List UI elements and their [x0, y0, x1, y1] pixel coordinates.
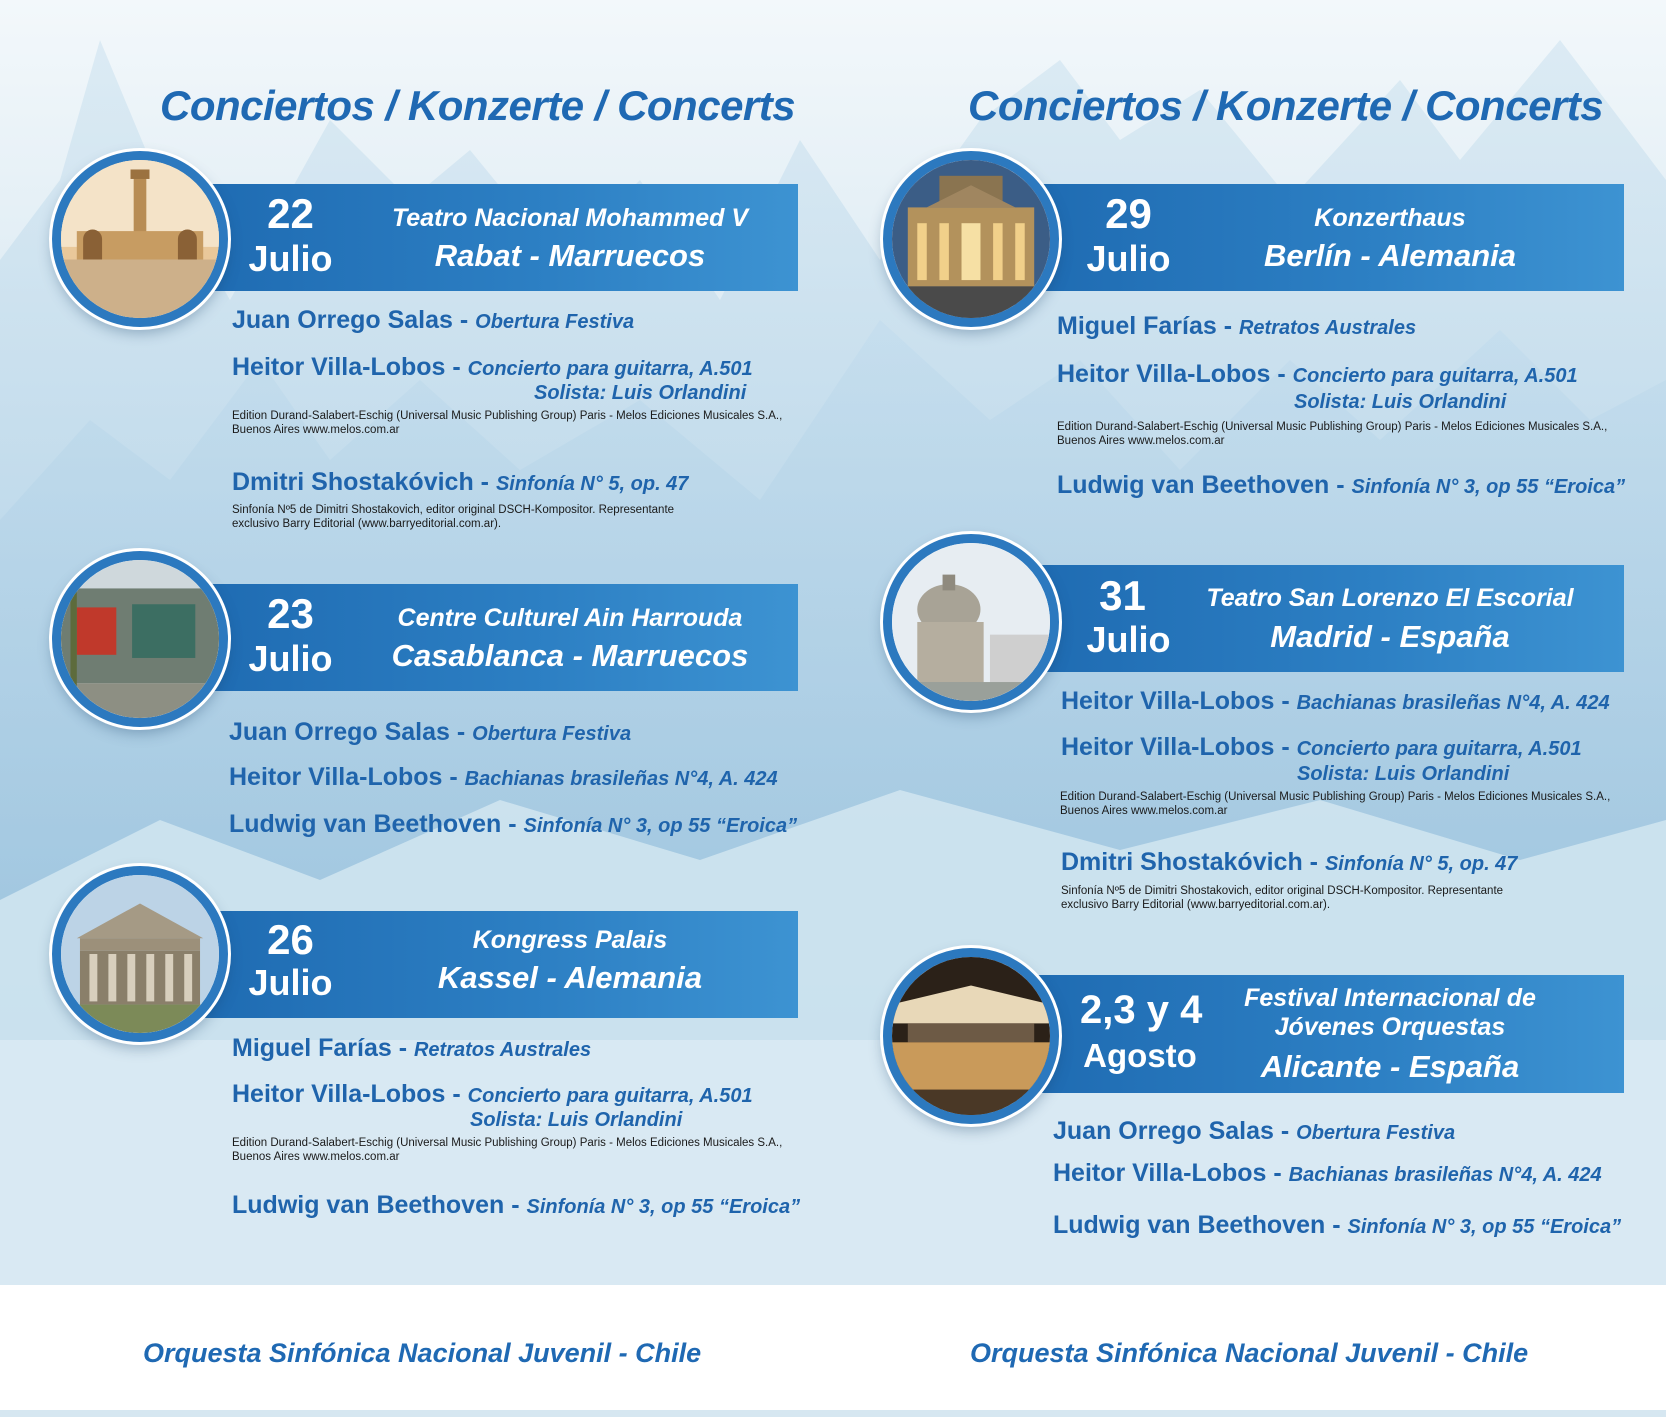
mosque-photo-icon — [61, 160, 219, 318]
composer-name: Heitor Villa-Lobos — [1061, 687, 1275, 715]
work-title: Sinfonía N° 3, op 55 “Eroica” — [1351, 476, 1626, 498]
composer-name: Heitor Villa-Lobos — [1057, 360, 1271, 388]
concert-day: 22 — [267, 190, 314, 237]
program-item: Heitor Villa-Lobos - Bachianas brasileñas N°4, A. 424 — [1061, 687, 1610, 715]
program-item: Heitor Villa-Lobos - Concierto para guitarra, A.501 — [232, 1080, 753, 1108]
work-title: Bachianas brasileñas N°4, A. 424 — [1288, 1164, 1602, 1186]
concert-venue-line2: Jóvenes Orquestas — [1274, 1013, 1506, 1041]
publisher-note: Sinfonía Nº5 de Dimitri Shostakovich, editor original DSCH-Kompositor. Representante exclusivo Barry Editorial (www.barryeditorial.com.ar). — [1061, 885, 1504, 911]
work-title: Sinfonía N° 3, op 55 “Eroica” — [523, 815, 798, 837]
auditorium-photo-icon — [892, 957, 1050, 1115]
program-item: Heitor Villa-Lobos - Concierto para guitarra, A.501 — [1061, 733, 1582, 761]
program-item: Dmitri Shostakóvich - Sinfonía N° 5, op. 47 — [232, 468, 689, 496]
concert-venue: Teatro San Lorenzo El Escorial — [1206, 584, 1574, 612]
program-item: Heitor Villa-Lobos - Concierto para guitarra, A.501 — [1057, 360, 1578, 388]
program-item: Juan Orrego Salas - Obertura Festiva — [1053, 1117, 1456, 1145]
program-item: Dmitri Shostakóvich - Sinfonía N° 5, op. 47 — [1061, 848, 1518, 876]
concert-day: 29 — [1105, 190, 1152, 237]
publisher-note: Edition Durand-Salabert-Eschig (Universal Music Publishing Group) Paris - Melos Ediciones Musicales S.A., Buenos Aires www.melos.com.ar — [1057, 421, 1608, 447]
publisher-note: Edition Durand-Salabert-Eschig (Universal Music Publishing Group) Paris - Melos Ediciones Musicales S.A., Buenos Aires www.melos.com.ar — [232, 1137, 783, 1163]
composer-name: Juan Orrego Salas — [229, 718, 450, 746]
left-footer-title: Orquesta Sinfónica Nacional Juvenil - Chile — [143, 1338, 702, 1368]
program-item: Juan Orrego Salas - Obertura Festiva — [232, 306, 635, 334]
program-item: Heitor Villa-Lobos - Bachianas brasileñas N°4, A. 424 — [229, 763, 778, 791]
concert-city: Madrid - España — [1270, 619, 1510, 654]
soloist: Solista: Luis Orlandini — [534, 382, 747, 404]
publisher-note: Edition Durand-Salabert-Eschig (Universal Music Publishing Group) Paris - Melos Ediciones Musicales S.A., Buenos Aires www.melos.com.ar — [1060, 791, 1611, 817]
work-title: Bachianas brasileñas N°4, A. 424 — [464, 768, 778, 790]
composer-name: Ludwig van Beethoven — [232, 1191, 505, 1219]
program-item: Heitor Villa-Lobos - Concierto para guitarra, A.501 — [232, 353, 753, 381]
program-item: Juan Orrego Salas - Obertura Festiva — [229, 718, 632, 746]
konzerthaus-photo-icon — [892, 160, 1050, 318]
work-title: Sinfonía N° 3, op 55 “Eroica” — [1347, 1216, 1622, 1238]
venue-photo — [52, 151, 228, 327]
composer-name: Juan Orrego Salas — [1053, 1117, 1274, 1145]
concert-month: Agosto — [1083, 1037, 1197, 1074]
venue-photo — [883, 534, 1059, 710]
work-title: Concierto para guitarra, A.501 — [467, 358, 753, 380]
soloist: Solista: Luis Orlandini — [470, 1109, 683, 1131]
soloist: Solista: Luis Orlandini — [1294, 391, 1507, 413]
composer-name: Heitor Villa-Lobos — [232, 1080, 446, 1108]
work-title: Bachianas brasileñas N°4, A. 424 — [1296, 692, 1610, 714]
concert-venue: Festival Internacional de — [1244, 984, 1536, 1012]
program-item: Miguel Farías - Retratos Australes — [1057, 312, 1417, 340]
composer-name: Miguel Farías — [232, 1034, 392, 1062]
program-item: Ludwig van Beethoven - Sinfonía N° 3, op 55 “Eroica” — [229, 810, 798, 838]
work-title: Concierto para guitarra, A.501 — [1292, 365, 1578, 387]
composer-name: Dmitri Shostakóvich — [232, 468, 474, 496]
concert-city: Casablanca - Marruecos — [391, 638, 749, 673]
work-title: Concierto para guitarra, A.501 — [467, 1085, 753, 1107]
concert-month: Julio — [248, 238, 333, 279]
composer-name: Juan Orrego Salas — [232, 306, 453, 334]
composer-name: Ludwig van Beethoven — [1053, 1211, 1326, 1239]
concert-day: 26 — [267, 916, 314, 963]
work-title: Obertura Festiva — [475, 311, 635, 333]
work-title: Sinfonía N° 5, op. 47 — [495, 473, 689, 495]
concert-city: Rabat - Marruecos — [434, 238, 706, 273]
kongress-palais-photo-icon — [61, 875, 219, 1033]
composer-name: Heitor Villa-Lobos — [1061, 733, 1275, 761]
concert-month: Julio — [1086, 238, 1171, 279]
program-item: Miguel Farías - Retratos Australes — [232, 1034, 592, 1062]
concert-city: Alicante - España — [1260, 1049, 1520, 1084]
composer-name: Heitor Villa-Lobos — [232, 353, 446, 381]
concert-venue: Kongress Palais — [472, 926, 668, 954]
concert-day: 23 — [267, 590, 314, 637]
composer-name: Heitor Villa-Lobos — [1053, 1159, 1267, 1187]
work-title: Concierto para guitarra, A.501 — [1296, 738, 1582, 760]
concert-month: Julio — [248, 962, 333, 1003]
concert-venue: Centre Culturel Ain Harrouda — [397, 604, 743, 632]
right-footer-title: Orquesta Sinfónica Nacional Juvenil - Chile — [970, 1338, 1529, 1368]
soloist: Solista: Luis Orlandini — [1297, 763, 1510, 785]
program-item: Ludwig van Beethoven - Sinfonía N° 3, op 55 “Eroica” — [1053, 1211, 1622, 1239]
composer-name: Miguel Farías — [1057, 312, 1217, 340]
concert-month: Julio — [248, 638, 333, 679]
work-title: Obertura Festiva — [1296, 1122, 1456, 1144]
program-item: Ludwig van Beethoven - Sinfonía N° 3, op 55 “Eroica” — [232, 1191, 801, 1219]
concert-month: Julio — [1086, 619, 1171, 660]
publisher-note: Edition Durand-Salabert-Eschig (Universal Music Publishing Group) Paris - Melos Ediciones Musicales S.A., Buenos Aires www.melos.com.ar — [232, 410, 783, 436]
concert-venue: Konzerthaus — [1314, 204, 1466, 232]
work-title: Sinfonía N° 3, op 55 “Eroica” — [526, 1196, 801, 1218]
work-title: Sinfonía N° 5, op. 47 — [1324, 853, 1518, 875]
right-page-title: Conciertos / Konzerte / Concerts — [968, 82, 1604, 129]
program-item: Ludwig van Beethoven - Sinfonía N° 3, op 55 “Eroica” — [1057, 471, 1626, 499]
work-title: Retratos Australes — [1238, 317, 1417, 339]
venue-photo — [883, 151, 1059, 327]
cultural-center-photo-icon — [61, 560, 219, 718]
footer-strip — [0, 1410, 1666, 1417]
composer-name: Heitor Villa-Lobos — [229, 763, 443, 791]
composer-name: Ludwig van Beethoven — [229, 810, 502, 838]
concert-day: 31 — [1099, 572, 1146, 619]
concert-day: 2,3 y 4 — [1080, 988, 1203, 1032]
venue-photo — [883, 948, 1059, 1124]
left-page-title: Conciertos / Konzerte / Concerts — [160, 82, 796, 129]
program-item: Heitor Villa-Lobos - Bachianas brasileñas N°4, A. 424 — [1053, 1159, 1602, 1187]
venue-photo — [52, 551, 228, 727]
concert-venue: Teatro Nacional Mohammed V — [391, 204, 749, 232]
composer-name: Dmitri Shostakóvich — [1061, 848, 1303, 876]
concert-city: Berlín - Alemania — [1263, 238, 1517, 273]
publisher-note: Sinfonía Nº5 de Dimitri Shostakovich, editor original DSCH-Kompositor. Representante exclusivo Barry Editorial (www.barryeditorial.com.ar). — [232, 504, 675, 530]
venue-photo — [52, 866, 228, 1042]
concert-city: Kassel - Alemania — [437, 960, 703, 995]
work-title: Retratos Australes — [413, 1039, 592, 1061]
escorial-photo-icon — [892, 543, 1050, 701]
composer-name: Ludwig van Beethoven — [1057, 471, 1330, 499]
work-title: Obertura Festiva — [472, 723, 632, 745]
